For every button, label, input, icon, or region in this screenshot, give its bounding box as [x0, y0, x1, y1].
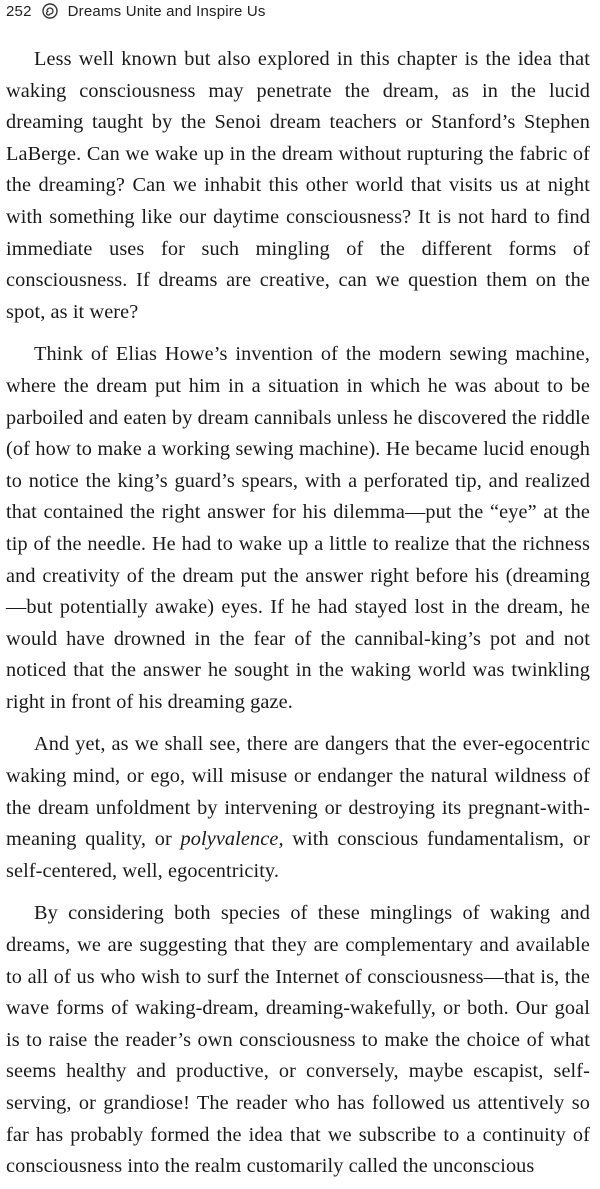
paragraph-3: [6, 729, 590, 887]
running-header: [6, 0, 266, 22]
paragraph-4: By considering both species of these minglings of waking and dreams, we are suggesting that they are complementary and available to all of us who wish to surf the Internet of consciousness—that is, the wave forms of waking-dream, dreaming-wakefully, or both. Our goal is to raise the reader’s own consciousness to make the choice of what seems healthy and productive, or conversely, maybe escapist, self-serving, or grandiose! The reader who has followed us attentively so far has probably formed the idea that we subscribe to a continuity of consciousness into the realm customarily called the unconscious: [6, 902, 590, 1178]
italic-term: polyvalence,: [180, 828, 284, 851]
running-title: Dreams Unite and Inspire Us: [67, 2, 266, 20]
spiral-ornament-icon: [42, 3, 58, 19]
paragraph-3-text: And yet, as we shall see, there are dangers that the ever-egocentric waking mind, or ego, will misuse or endanger the natural wildness of the dream unfoldment by intervening or destroying its pregnant-with-meaning quality, or: [6, 733, 590, 851]
paragraph-1: Less well known but also explored in this chapter is the idea that waking consciousness may penetrate the dream, as in the lucid dreaming taught by the Senoi dream teachers or Stanford’s Stephen LaBerge. Can we wake up in the dream without rupturing the fabric of the dreaming? Can we inhabit this other world that visits us at night with something like our daytime consciousness? It is not hard to find immediate uses for such mingling of the different forms of consciousness. If dreams are creative, can we question them on the spot, as it were?: [6, 48, 590, 323]
page-number: 252: [6, 2, 32, 20]
paragraph-3-text-end: with conscious fundamentalism, or self-centered, well, egocentricity.: [6, 828, 590, 882]
body-text: [6, 44, 590, 1189]
paragraph-2: Think of Elias Howe’s invention of the modern sewing machine, where the dream put him in a situation in which he was about to be parboiled and eaten by dream cannibals unless he discovered the riddle (of how to make a working sewing machine). He became lucid enough to notice the king’s guard’s spears, with a perforated tip, and realized that contained the right answer for his dilemma—put the “eye” at the tip of the needle. He had to wake up a little to realize that the richness and creativity of the dream put the answer right before his (dreaming—but potentially awake) eyes. If he had stayed lost in the dream, he would have drowned in the fear of the cannibal-king’s pot and not noticed that the answer he sought in the waking world was twinkling right in front of his dreaming gaze.: [6, 343, 590, 713]
